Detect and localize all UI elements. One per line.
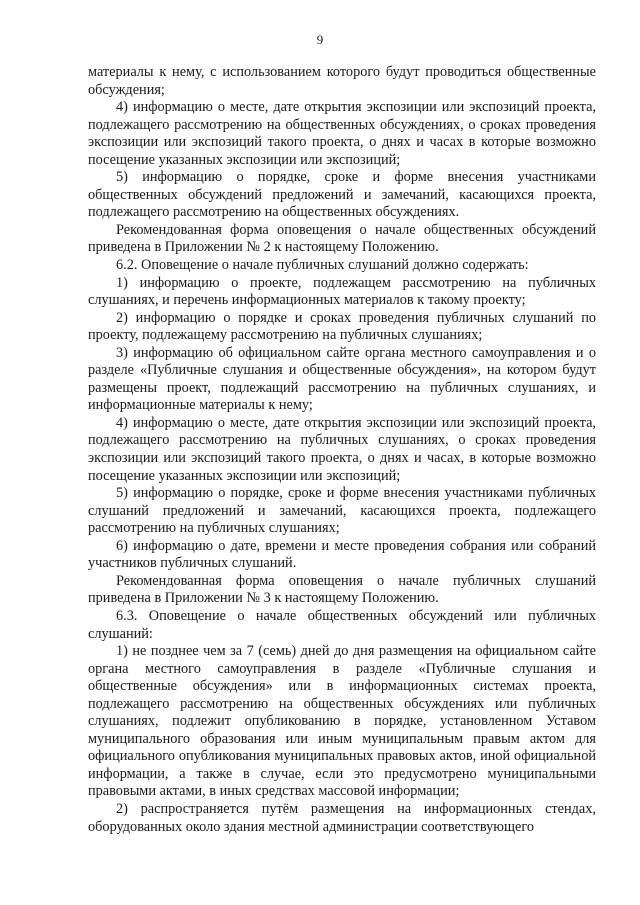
paragraph-6-2-item-6: 6) информацию о дате, времени и месте проведения собрания или собраний участников публичных слушаний. [88,537,596,572]
paragraph-6-2-item-5: 5) информацию о порядке, сроке и форме внесения участниками публичных слушаний предложений и замечаний, касающихся проекта, подлежащего рассмотрению на публичных слушаниях; [88,485,596,537]
paragraph-item-4-exposition: 4) информацию о месте, дате открытия экспозиции или экспозиций проекта, подлежащего рассмотрению на общественных обсуждениях, о сроках проведения экспозиции или экспозиций такого проекта, о днях и часах в которые возможно посещение указанных экспозиции или экспозиций; [88,99,596,168]
paragraph-6-3-item-1: 1) не позднее чем за 7 (семь) дней до дня размещения на официальном сайте органа местного самоуправления в разделе «Публичные слушания и общественные обсуждения» или в информационных системах проекта, подлежащего рассмотрению на общественных обсуждениях или публичных слушаниях, подлежит опубликованию в порядке, установленном Уставом муниципального образования или иным муниципальным правым актом для официального опубликования муниципальных правовых актов, иной официальной информации, а также в случае, если это предусмотрено муниципальными правовыми актами, в иных средствах массовой информации; [88,643,596,800]
body-text [88,64,596,836]
page-number: 9 [316,32,324,47]
paragraph-recommended-form-appendix-3: Рекомендованная форма оповещения о начале публичных слушаний приведена в Приложении № 3 к настоящему Положению. [88,572,596,607]
paragraph-6-3-item-2: 2) распространяется путём размещения на информационных стендах, оборудованных около здания местной администрации соответствующего [88,800,596,835]
paragraph-continuation: материалы к нему, с использованием которого будут проводиться общественные обсуждения; [88,64,596,98]
paragraph-section-6-2: 6.2. Оповещение о начале публичных слушаний должно содержать: [116,257,529,274]
paragraph-recommended-form-appendix-2: Рекомендованная форма оповещения о начале общественных обсуждений приведена в Приложении № 2 к настоящему Положению. [88,221,596,256]
paragraph-item-5-proposals: 5) информацию о порядке, сроке и форме внесения участниками общественных обсуждений предложений и замечаний, касающихся проекта, подлежащего рассмотрению на общественных обсуждениях. [88,169,596,221]
paragraph-6-2-item-3: 3) информацию об официальном сайте органа местного самоуправления и о разделе «Публичные слушания и общественные обсуждения», на котором будут размещены проект, подлежащий рассмотрению на публичных слушаниях, и информационные материалы к нему; [88,344,596,414]
paragraph-6-2-item-1: 1) информацию о проекте, подлежащем рассмотрению на публичных слушаниях, и перечень информационных материалов к такому проекту; [88,274,596,309]
paragraph-section-6-3: 6.3. Оповещение о начале общественных обсуждений или публичных слушаний: [88,607,596,642]
paragraph-6-2-item-2: 2) информацию о порядке и сроках проведения публичных слушаний по проекту, подлежащему рассмотрению на публичных слушаниях; [88,309,596,344]
paragraph-6-2-item-4: 4) информацию о месте, дате открытия экспозиции или экспозиций проекта, подлежащего рассмотрению на публичных слушаниях, о сроках проведения экспозиции или экспозиций такого проекта, о днях и часах, в которые возможно посещение указанных экспозиции или экспозиций; [88,414,596,484]
